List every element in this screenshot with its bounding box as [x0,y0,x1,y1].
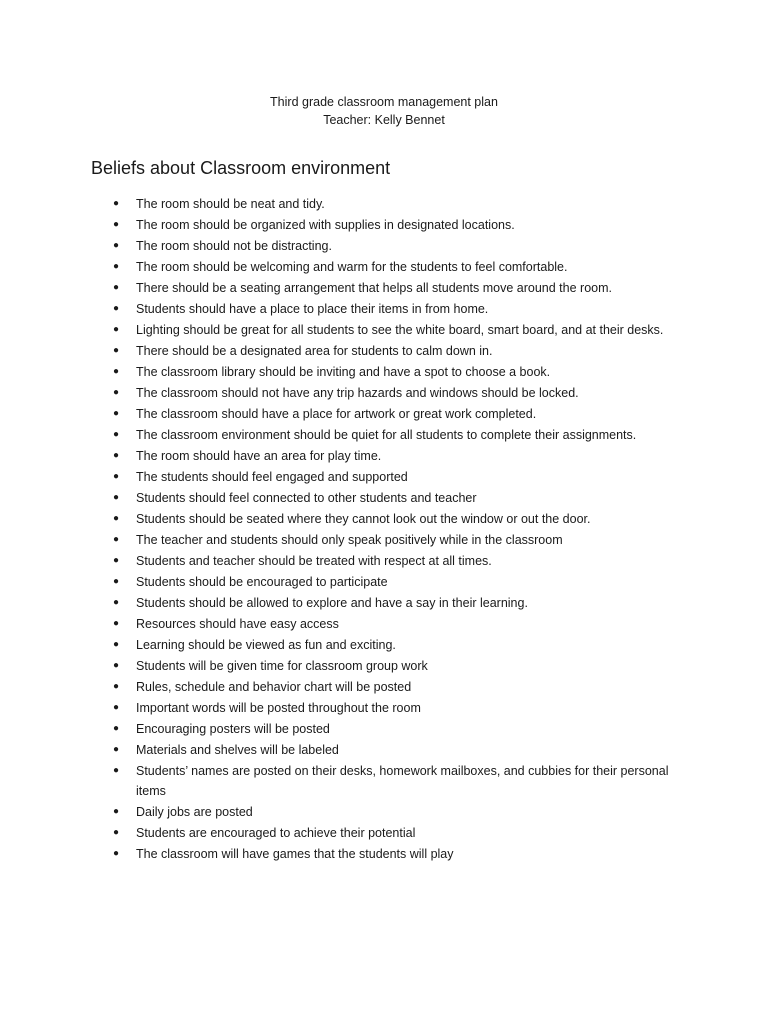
list-item-text: The room should not be distracting. [136,239,332,253]
list-item-text: Students should have a place to place their items in from home. [136,302,489,316]
bullet-icon: ● [113,366,120,377]
document-header [0,93,768,129]
list-item [91,488,691,508]
list-item [91,467,691,487]
list-item-text: The classroom will have games that the students will play [136,847,454,861]
bullet-icon: ● [113,848,120,859]
list-item [91,656,691,676]
list-item-text: Resources should have easy access [136,617,339,631]
list-item-text: The room should have an area for play time. [136,449,382,463]
bullet-icon: ● [113,681,120,692]
bullet-icon: ● [113,639,120,650]
bullet-icon: ● [113,324,120,335]
list-item-text: Students and teacher should be treated with respect at all times. [136,554,492,568]
document-title: Third grade classroom management plan [270,95,498,109]
bullet-icon: ● [113,744,120,755]
bullet-icon: ● [113,597,120,608]
list-item-text: Students’ names are posted on their desks, homework mailboxes, and cubbies for their personal items [136,764,669,798]
list-item-text: Students should be seated where they cannot look out the window or out the door. [136,512,591,526]
bullet-icon: ● [113,261,120,272]
list-item-text: The room should be neat and tidy. [136,197,325,211]
list-item [91,761,691,801]
list-item [91,215,691,235]
list-item [91,194,691,214]
bullet-icon: ● [113,765,120,776]
list-item-text: Lighting should be great for all students to see the white board, smart board, and at their desks. [136,323,664,337]
list-item-text: Students are encouraged to achieve their potential [136,826,416,840]
bullet-icon: ● [113,576,120,587]
bullet-icon: ● [113,429,120,440]
list-item [91,383,691,403]
list-item-text: There should be a designated area for students to calm down in. [136,344,493,358]
bullet-icon: ● [113,471,120,482]
bullet-icon: ● [113,345,120,356]
bullet-icon: ● [113,513,120,524]
beliefs-list [91,194,691,865]
bullet-icon: ● [113,198,120,209]
list-item-text: The classroom environment should be quiet for all students to complete their assignments. [136,428,637,442]
list-item [91,551,691,571]
list-item [91,823,691,843]
list-item-text: There should be a seating arrangement that helps all students move around the room. [136,281,612,295]
bullet-icon: ● [113,702,120,713]
list-item-text: Materials and shelves will be labeled [136,743,339,757]
list-item [91,572,691,592]
list-item-text: Students should feel connected to other students and teacher [136,491,477,505]
list-item-text: Students should be encouraged to participate [136,575,388,589]
list-item [91,320,691,340]
bullet-icon: ● [113,723,120,734]
list-item [91,362,691,382]
section-heading: Beliefs about Classroom environment [91,158,391,178]
list-item-text: The teacher and students should only speak positively while in the classroom [136,533,563,547]
list-item-text: Rules, schedule and behavior chart will be posted [136,680,412,694]
list-item-text: The classroom should have a place for artwork or great work completed. [136,407,537,421]
list-item [91,425,691,445]
list-item-text: Students should be allowed to explore and have a say in their learning. [136,596,528,610]
list-item [91,677,691,697]
list-item [91,446,691,466]
list-item [91,257,691,277]
list-item [91,614,691,634]
list-item-text: Learning should be viewed as fun and exciting. [136,638,396,652]
list-item [91,593,691,613]
bullet-icon: ● [113,806,120,817]
list-item [91,802,691,822]
list-item [91,844,691,864]
bullet-icon: ● [113,303,120,314]
list-item-text: Daily jobs are posted [136,805,253,819]
list-item-text: Important words will be posted throughout the room [136,701,421,715]
bullet-icon: ● [113,450,120,461]
list-item-text: The students should feel engaged and supported [136,470,408,484]
bullet-icon: ● [113,534,120,545]
list-item [91,740,691,760]
list-item-text: The room should be welcoming and warm for the students to feel comfortable. [136,260,568,274]
bullet-icon: ● [113,240,120,251]
list-item-text: The classroom should not have any trip hazards and windows should be locked. [136,386,579,400]
bullet-icon: ● [113,282,120,293]
list-item [91,635,691,655]
list-item [91,509,691,529]
list-item-text: The room should be organized with supplies in designated locations. [136,218,515,232]
bullet-icon: ● [113,219,120,230]
bullet-icon: ● [113,827,120,838]
list-item [91,404,691,424]
bullet-icon: ● [113,492,120,503]
bullet-icon: ● [113,660,120,671]
bullet-icon: ● [113,555,120,566]
list-item [91,236,691,256]
list-item [91,719,691,739]
list-item [91,698,691,718]
list-item-text: Students will be given time for classroom group work [136,659,428,673]
bullet-icon: ● [113,408,120,419]
list-item-text: Encouraging posters will be posted [136,722,330,736]
list-item-text: The classroom library should be inviting and have a spot to choose a book. [136,365,551,379]
list-item [91,299,691,319]
bullet-icon: ● [113,618,120,629]
list-item [91,278,691,298]
teacher-name: Teacher: Kelly Bennet [323,113,445,127]
bullet-icon: ● [113,387,120,398]
list-item [91,530,691,550]
list-item [91,341,691,361]
